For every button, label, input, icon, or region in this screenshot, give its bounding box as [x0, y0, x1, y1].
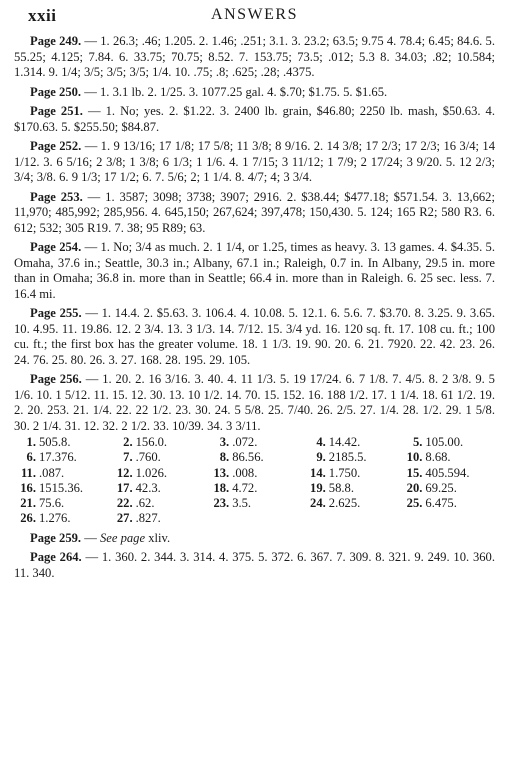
page-label: Page 256. — [30, 372, 82, 386]
grid-item: 23. 3.5. — [213, 496, 252, 511]
page-label: Page 251. — [30, 104, 83, 118]
entry-page-250 — [14, 85, 495, 101]
running-head — [14, 0, 495, 30]
answer-text: — 1. 14.4. 2. $5.63. 3. 106.4. 4. 10.08. 5. 12.1. 6. 5.6. 7. $3.70. 8. 3.25. 9. 3.65. 10. 4.95. 11. 19.86. 12. 2 3/4. 13. 3 1/3. 14. 7/12. 15. 3/4 yd. 16. 120 sq. ft. 17. 108 cu. ft.; 100 cu. ft.; the first box has the greater volume. 18. 1 1/3. 19. 90. 20. 6. 21. 7920. 22. 42. 23. 26. 24. 76. 25. 80. 26. 3. 27. 168. 28. 195. 29. 105. — [14, 306, 496, 367]
answer-text: — 1. 360. 2. 344. 3. 314. 4. 375. 5. 372. 6. 367. 7. 309. 8. 321. 9. 249. 10. 360. 11. 340. — [14, 550, 495, 580]
answer-text: — 1. 9 13/16; 17 1/8; 17 5/8; 11 3/8; 8 9/16. 2. 14 3/8; 17 2/3; 17 2/3; 16 3/4; 14 1/12. 3. 6 5/16; 2 3/8; 1 3/8; 6 1/3; 1 1/6. 4. 1 7/15; 3 11/12; 1 7/9; 2 17/24; 3 9/20. 5. 12 2/3; 3/4; 3/8. 6. 9 1/3; 17 1/2; 6. 7. 5/6; 2; 1 1/4. 8. 4/7; 4; 3 3/4. — [14, 139, 495, 184]
grid-item: 25. 6.475. — [406, 496, 457, 511]
grid-item: 17. 42.3. — [116, 480, 161, 495]
grid-item: 26. 1.276. — [20, 511, 71, 526]
grid-item: 1. 505.8. — [26, 435, 71, 449]
grid-item: 10. 8.68. — [406, 450, 451, 465]
page-title: ANSWERS — [211, 6, 298, 23]
entry-page-249 — [14, 34, 495, 81]
grid-item: 12. 1.026. — [116, 465, 168, 480]
grid-item: 4. 14.42. — [316, 435, 361, 449]
grid-item: 13. .008. — [213, 465, 258, 480]
grid-item: 22. .62. — [116, 496, 155, 511]
grid-item: 3. .072. — [219, 435, 258, 449]
grid-item: 20. 69.25. — [406, 480, 457, 495]
entry-page-254 — [14, 240, 495, 302]
entry-page-251 — [14, 104, 495, 135]
page-label: Page 254. — [30, 240, 82, 254]
folio: xxii — [28, 6, 57, 25]
grid-item: 8. 86.56. — [219, 450, 264, 465]
grid-item: 7. .760. — [123, 450, 161, 465]
answer-text: — 1. 3.1 lb. 2. 1/25. 3. 1077.25 gal. 4. $.70; $1.75. 5. $1.65. — [81, 84, 388, 99]
answer-text: — 1. No; 3/4 as much. 2. 1 1/4, or 1.25, times as heavy. 3. 13 games. 4. $4.35. 5. Omaha, 37.6 in.; Seattle, 30.3 in.; Albany, 67.1 in.; Raleigh, 0.7 in. In Albany, 29.5 in. more than in Omaha; 36.8 in. more than in Seattle; 66.4 in. more than in Raleigh. 6. 25 sec. less. 7. 16.4 mi. — [14, 240, 495, 301]
grid-item: 19. 58.8. — [310, 480, 354, 495]
grid-item: 14. 1.750. — [310, 465, 361, 480]
grid-item: 11. .087. — [20, 465, 65, 480]
see-page-note: See page — [99, 530, 146, 545]
page-label: Page 249. — [30, 34, 82, 48]
page-label: Page 250. — [30, 84, 82, 99]
entry-page-252 — [14, 139, 495, 186]
page-label: Page 255. — [30, 306, 82, 320]
grid-item: 2. 156.0. — [123, 435, 168, 449]
answer-grid — [14, 435, 495, 527]
grid-item: 15. 405.594. — [406, 465, 470, 480]
page-label: Page 264. — [30, 550, 82, 565]
page-label: Page 252. — [30, 139, 82, 153]
grid-item: 24. 2.625. — [310, 496, 361, 511]
page-label: Page 253. — [30, 189, 83, 204]
answer-text: — 1. 20. 2. 16 3/16. 3. 40. 4. 11 1/3. 5. 19 17/24. 6. 7 1/8. 7. 4/5. 8. 2 3/8. 9. 5 1/6. 10. 1 5/12. 11. 15. 12. 30. 13. 10 1/2. 14. 70. 15. 152. 16. 188 1/2. 17. 1 1/4. 18. 61 1/2. 19. 2. 20. 253. 21. 1/4. 22. 22 1/2. 23. 30. 24. 5 5/8. 25. 7/40. 26. 2/5. 27. 1/4. 28. 1/2. 29. 1 5/8. 30. 2 1/4. 31. 12. 32. 2 1/2. 33. 10/39. 34. 3 3/11. — [14, 372, 495, 433]
page-label: Page 259. — [30, 530, 82, 545]
grid-item: 21. 75.6. — [20, 496, 65, 511]
entry-page-264 — [14, 550, 495, 581]
grid-item: 6. 17.376. — [26, 450, 77, 465]
grid-item: 18. 4.72. — [213, 480, 258, 495]
entry-page-255 — [14, 306, 495, 368]
answer-text: — 1. 26.3; .46; 1.205. 2. 1.46; .251; 3.1. 3. 23.2; 63.5; 9.75 4. 78.4; 6.45; 84.6. 5. 55.25; 4.125; 7.84. 6. 33.75; 70.75; 8.52. 7. 153.75; 73.5; .012; 5.3 8. 34.03; .82; 10.584; 1.314. 9. 1/4; 3/5; 3/5; 3/5; 1/4. 10. .75; .8; .625; .28; .4375. — [14, 34, 495, 79]
grid-item: 5. 105.00. — [412, 435, 464, 449]
entry-page-253 — [14, 190, 495, 237]
grid-item: 9. 2185.5. — [316, 450, 367, 465]
entry-page-256 — [14, 372, 495, 434]
answer-text: — 1. 3587; 3098; 3738; 3907; 2916. 2. $38.44; $477.18; $571.54. 3. 13,662; 11,970; 485,992; 285,956. 4. 645,150; 267,624; 397,478; 150,430. 5. 124; 165 R2; 580 R3. 6. 612; 532; 305 R19. 7. 38; 95 R89; 63. — [14, 189, 495, 235]
answer-text: — 1. No; yes. 2. $1.22. 3. 2400 lb. grain, $46.80; 2250 lb. mash, $50.63. 4. $170.63. 5. $255.50; $84.87. — [14, 104, 495, 134]
entry-page-259: Page 259. — See page xliv. — [30, 530, 171, 545]
grid-item: 27. .827. — [116, 511, 161, 526]
grid-item: 16. 1515.36. — [20, 480, 84, 495]
